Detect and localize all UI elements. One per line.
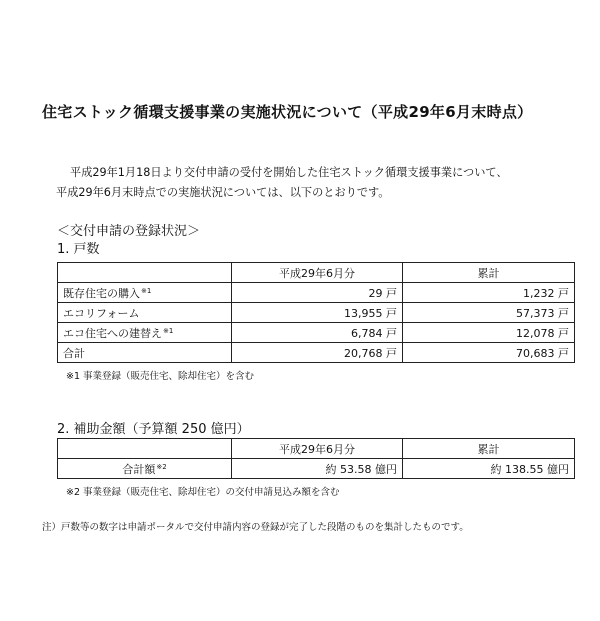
row-label xyxy=(58,283,232,303)
row-total-value: 約 138.55 億円 xyxy=(403,459,575,479)
row-label-note: ※2 xyxy=(156,462,167,471)
intro-line-2: 平成29年6月末時点での実施状況については、以下のとおりです。 xyxy=(56,186,390,199)
row-total-value: 57,373 戸 xyxy=(403,303,575,323)
page-title: 住宅ストック循環支援事業の実施状況について（平成29年6月末時点） xyxy=(42,103,533,121)
row-label-text: エコリフォーム xyxy=(63,306,140,320)
row-total-value: 12,078 戸 xyxy=(403,323,575,343)
table-row xyxy=(58,283,575,303)
row-label xyxy=(58,323,232,343)
table-row xyxy=(58,459,575,479)
subsidy-table xyxy=(57,438,575,479)
header-cell-blank xyxy=(58,439,232,459)
row-label-note: ※1 xyxy=(141,286,152,295)
intro-line-1: 平成29年1月18日より交付申請の受付を開始した住宅ストック循環支援事業について、 xyxy=(70,166,508,179)
table-row xyxy=(58,343,575,363)
row-label-text: 合計 xyxy=(63,346,85,360)
table1-note: ※1 事業登録（販売住宅、除却住宅）を含む xyxy=(66,371,255,382)
units-table-header xyxy=(58,263,575,283)
header-cell-june: 平成29年6月分 xyxy=(232,439,403,459)
units-table xyxy=(57,262,575,363)
row-june-value: 約 53.58 億円 xyxy=(232,459,403,479)
row-june-value: 20,768 戸 xyxy=(232,343,403,363)
row-label-text: エコ住宅への建替え xyxy=(63,326,162,340)
row-june-value: 6,784 戸 xyxy=(232,323,403,343)
row-label-note: ※1 xyxy=(163,326,174,335)
table2-note: ※2 事業登録（販売住宅、除却住宅）の交付申請見込み額を含む xyxy=(66,487,340,498)
section-label: ＜交付申請の登録状況＞ xyxy=(57,224,201,239)
header-cell-total: 累計 xyxy=(403,439,575,459)
table-row xyxy=(58,303,575,323)
table-row xyxy=(58,323,575,343)
subsidy-table-header xyxy=(58,439,575,459)
row-total-value: 1,232 戸 xyxy=(403,283,575,303)
header-cell-total: 累計 xyxy=(403,263,575,283)
row-label xyxy=(58,459,232,479)
row-label-text: 既存住宅の購入 xyxy=(63,286,140,300)
footnote: 注）戸数等の数字は申請ポータルで交付申請内容の登録が完了した段階のものを集計したものです。 xyxy=(42,522,469,533)
row-total-value: 70,683 戸 xyxy=(403,343,575,363)
row-june-value: 29 戸 xyxy=(232,283,403,303)
row-june-value: 13,955 戸 xyxy=(232,303,403,323)
header-cell-blank xyxy=(58,263,232,283)
row-label xyxy=(58,303,232,323)
section1-heading: 1. 戸数 xyxy=(57,242,100,257)
row-label xyxy=(58,343,232,363)
header-cell-june: 平成29年6月分 xyxy=(232,263,403,283)
row-label-text: 合計額 xyxy=(122,462,156,476)
section2-heading: 2. 補助金額（予算額 250 億円） xyxy=(57,422,250,437)
